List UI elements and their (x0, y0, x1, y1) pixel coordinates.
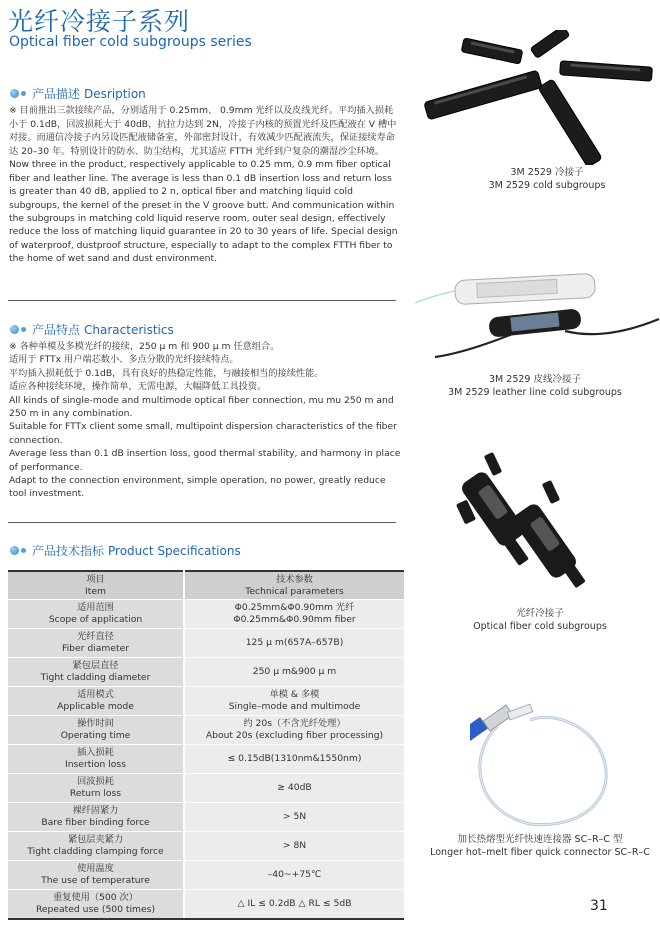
product-caption-1-cn: 3M 2529 冷接子 (510, 167, 584, 178)
description-text-en: Now three in the product, respectively applicable to 0.25 mm, 0.9 mm fiber optical fiber and leather line. The average is less than 0.1 dB insertion loss and return loss is greater than 40 dB, applied to 2 n, optical fiber and matching liquid cold subgroups, the kernel of the preset in the V groove butt. And communication within the subgroups in matching cold liquid reserve room, outer seal design, effectively reduce the loss of matching liquid guarantee in 20 to 30 years of life. Special design of waterproof, dustproof structure, especially to adapt to the complex FTTH fiber to the home of wet sand and dust environment. (9, 159, 398, 265)
spec-item-cn: 紧包层直径 (72, 660, 119, 671)
characteristic-en: Suitable for FTTx client some small, multipoint dispersion characteristics of the fiber connection. (9, 421, 397, 446)
spec-value: > 5N (282, 811, 307, 822)
column-header-item-en: Item (85, 585, 106, 597)
table-row (8, 658, 404, 687)
product-caption-1 (462, 166, 632, 192)
characteristic-cn: 平均插入损耗低于 0.1dB，具有良好的热稳定性能，与融接相当的接续性能。 (9, 367, 324, 379)
product-caption-2-en: 3M 2529 leather line cold subgroups (448, 387, 622, 398)
spec-item-en: Tight cladding diameter (40, 672, 151, 683)
spec-item-en: Operating time (60, 730, 131, 741)
product-caption-2-cn: 3M 2529 皮线冷接子 (489, 374, 581, 385)
page-title-cn: 光纤冷接子系列 (8, 7, 191, 36)
characteristics-heading (10, 321, 174, 338)
product-caption-4-en: Longer hot–melt fiber quick connector SC–R–C (430, 847, 650, 858)
spec-item-cn: 操作时间 (77, 718, 114, 729)
bullet-icon (10, 546, 19, 555)
specifications-table (8, 570, 404, 920)
spec-value: △ IL ≤ 0.2dB △ RL ≤ 5dB (237, 898, 352, 909)
spec-item-en: Repeated use (500 times) (35, 904, 156, 915)
product-caption-1-en: 3M 2529 cold subgroups (488, 180, 606, 191)
section-divider (8, 522, 396, 523)
table-row (8, 600, 404, 629)
table-row (8, 861, 404, 890)
spec-value-secondary: Φ0.25mm&Φ0.90mm fiber (233, 614, 356, 625)
section-divider (8, 300, 396, 301)
spec-item-cn: 光纤直径 (77, 631, 114, 642)
spec-value: Φ0.25mm&Φ0.90mm 光纤 (234, 602, 355, 613)
characteristic-cn: 适应各种接续环境，操作简单，无需电源，大幅降低工具投资。 (9, 381, 267, 393)
column-header-item (8, 571, 184, 600)
bullet-dot-icon (21, 327, 26, 332)
characteristics-heading-en: Characteristics (84, 322, 174, 337)
column-header-parameters-en: Technical parameters (245, 585, 344, 597)
spec-item-en: Tight cladding clamping force (27, 846, 164, 857)
product-image-leather-line (415, 255, 660, 365)
table-row (8, 687, 404, 716)
table-row (8, 745, 404, 774)
spec-item-cn: 紧包层夹紧力 (67, 834, 124, 845)
spec-item-en: Bare fiber binding force (41, 817, 150, 828)
table-row (8, 774, 404, 803)
description-text-cn: ※ 目前推出三款接续产品，分别适用于 0.25mm、 0.9mm 光纤以及皮线光纤。平均插入损耗小于 0.1dB，回波损耗大于 40dB，抗拉力达到 2N，冷接子内核的预置光纤及匹配液在 V 槽中对接。而通信冷接子内另设匹配液储备室，外部密封设计，有效减少匹配液流失，保证接续寿命达 20–30 年。特别设计的防水、防尘结构，尤其适应 FTTH 光纤到户复杂的潮湿沙尘环境。 (9, 105, 397, 157)
product-caption-4 (420, 833, 660, 859)
spec-value: 125 μ m(657A–657B) (245, 637, 344, 648)
description-heading (10, 85, 146, 102)
page-title-en: Optical fiber cold subgroups series (9, 34, 252, 50)
spec-item-en: The use of temperature (41, 875, 150, 886)
bullet-icon (10, 325, 19, 334)
characteristic-en: All kinds of single-mode and multimode optical fiber connection, mu mu 250 m and 250 m in any combination. (9, 394, 394, 420)
product-caption-3 (455, 607, 625, 633)
product-caption-4-cn: 加长热熔型光纤快速连接器 SC–R–C 型 (457, 834, 623, 845)
spec-value-secondary: Single–mode and multimode (228, 701, 361, 712)
spec-item-cn: 适用模式 (77, 689, 114, 700)
characteristics-heading-cn: 产品特点 (32, 323, 81, 337)
spec-value: > 8N (282, 840, 307, 851)
page-number: 31 (590, 898, 608, 914)
spec-value: ≥ 40dB (277, 782, 312, 793)
spec-item-en: Return loss (69, 788, 122, 799)
bullet-icon (10, 89, 19, 98)
characteristic-en: Average less than 0.1 dB insertion loss, good thermal stability, and harmony in place of performance. (9, 448, 401, 473)
spec-item-en: Applicable mode (57, 701, 134, 712)
product-caption-3-cn: 光纤冷接子 (516, 608, 564, 619)
specifications-heading-cn: 产品技术指标 (32, 544, 105, 558)
bullet-dot-icon (21, 548, 26, 553)
spec-item-cn: 回波损耗 (77, 776, 114, 787)
spec-item-cn: 裸纤固紧力 (72, 805, 119, 816)
spec-value-secondary: About 20s (excluding fiber processing) (205, 730, 384, 741)
spec-value: ≤ 0.15dB(1310nm&1550nm) (227, 753, 362, 764)
spec-value: 约 20s（不含光纤处理） (243, 718, 346, 729)
description-heading-en: Desription (84, 86, 146, 101)
characteristic-cn: 适用于 FTTx 用户端芯数小、多点分散的光纤接续特点。 (9, 354, 239, 366)
specifications-heading-en: Product Specifications (108, 543, 241, 558)
spec-item-en: Fiber diameter (62, 643, 129, 654)
spec-item-cn: 使用温度 (77, 863, 114, 874)
product-image-cold-splice (450, 445, 620, 590)
characteristic-cn: ※ 各种单模及多模光纤的接续，250 μ m 和 900 μ m 任意组合。 (9, 341, 280, 352)
product-image-sc-r-c-connector (470, 700, 620, 830)
table-row (8, 716, 404, 745)
product-caption-3-en: Optical fiber cold subgroups (473, 621, 607, 632)
spec-item-en: Scope of application (48, 614, 143, 625)
column-header-item-cn: 项目 (86, 573, 105, 585)
characteristics-body (9, 340, 401, 501)
table-row (8, 890, 404, 920)
column-header-parameters (184, 571, 404, 600)
bullet-dot-icon (21, 91, 26, 96)
spec-item-cn: 适用范围 (77, 602, 114, 613)
specifications-heading (10, 542, 241, 559)
table-row (8, 803, 404, 832)
table-row (8, 832, 404, 861)
description-heading-cn: 产品描述 (32, 87, 81, 101)
spec-item-cn: 重复使用（500 次） (53, 892, 138, 903)
spec-value: 250 μ m&900 μ m (252, 666, 337, 677)
characteristic-en: Adapt to the connection environment, simple operation, no power, greatly reduce tool investment. (9, 475, 386, 500)
spec-value: –40~+75℃ (267, 869, 322, 880)
table-row (8, 629, 404, 658)
description-body (9, 104, 401, 266)
spec-item-en: Insertion loss (64, 759, 126, 770)
spec-value: 单模 & 多模 (269, 689, 320, 700)
product-image-3m-2529 (420, 30, 660, 165)
spec-item-cn: 插入损耗 (77, 747, 114, 758)
product-caption-2 (440, 373, 630, 399)
column-header-parameters-cn: 技术参数 (276, 573, 313, 585)
table-header-row (8, 571, 404, 600)
